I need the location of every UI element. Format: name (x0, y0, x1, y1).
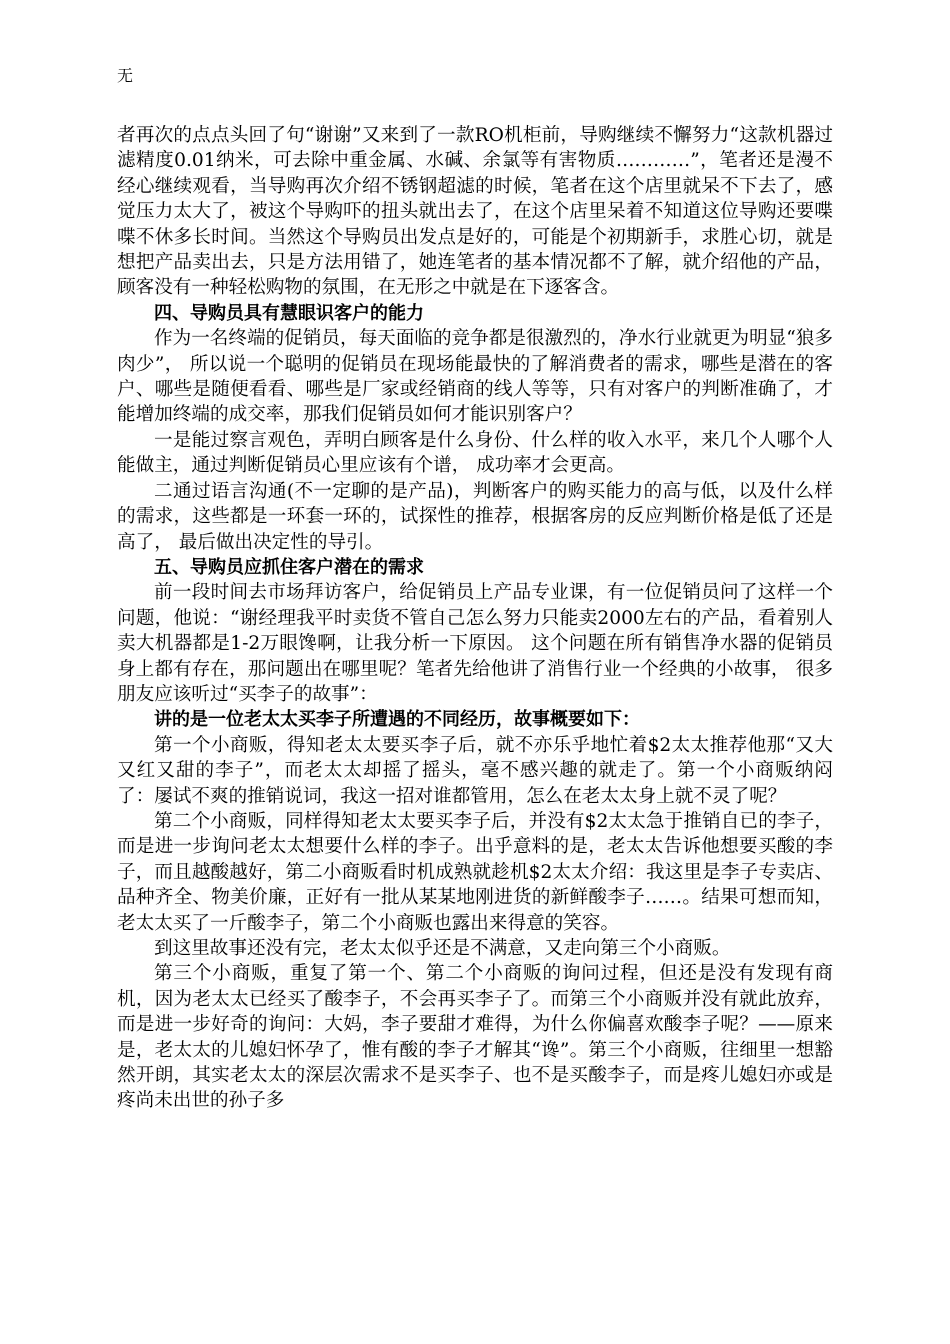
section-heading-5: 五、导购员应抓住客户潜在的需求 (154, 556, 424, 578)
paragraph: 一是能过察言观色，弄明白顾客是什么身份、什么样的收入水平，来几个人哪个人能做主，通过判断促销员心里应该有个谱， 成功率才会更高。 (117, 429, 833, 477)
section-heading-4: 四、导购员具有慧眼识客户的能力 (154, 302, 424, 324)
paragraph: 第一个小商贩，得知老太太要买李子后，就不亦乐乎地忙着$2太太推荐他那“又大又红又甜的李子”，而老太太却摇了摇头，毫不感兴趣的就走了。第一个小商贩纳闷了：屡试不爽的推销说词，我这一招对谁都管用，怎么在老太太身上就不灵了呢？ (117, 734, 833, 807)
paragraph: 到这里故事还没有完，老太太似乎还是不满意，又走向第三个小商贩。 (154, 938, 731, 959)
document-body (117, 123, 833, 1114)
header-mark: 无 (117, 66, 134, 85)
story-heading: 讲的是一位老太太买李子所遭遇的不同经历，故事概要如下： (154, 709, 640, 731)
paragraph-continuation: 者再次的点点头回了句“谢谢”又来到了一款RO机柜前，导购继续不懈努力“这款机器过滤精度0.01纳米，可去除中重金属、水碱、余氯等有害物质…………”，笔者还是漫不经心继续观看，当导购再次介绍不锈钢超滤的时候，笔者在这个店里就呆不下去了，感觉压力太大了，被这个导购吓的扭头就出去了，在这个店里呆着不知道这位导购还要喋喋不休多长时间。当然这个导购员出发点是好的，可能是个初期新手，求胜心切，就是想把产品卖出去，只是方法用错了，她连笔者的基本情况都不了解，就介绍他的产品，顾客没有一种轻松购物的氛围，在无形之中就是在下逐客含。 (117, 125, 833, 299)
paragraph: 前一段时间去市场拜访客户，给促销员上产品专业课，有一位促销员问了这样一个问题，他说：“谢经理我平时卖货不管自己怎么努力只能卖2000左右的产品，看着别人卖大机器都是1-2万眼馋啊，让我分析一下原因。 这个问题在所有销售净水器的促销员身上都有存在，那问题出在哪里呢？笔者先给他讲了消售行业一个经典的小故事， 很多朋友应该听过“买李子的故事”： (117, 582, 833, 705)
paragraph: 作为一名终端的促销员，每天面临的竞争都是很激烈的，净水行业就更为明显“狼多肉少”， 所以说一个聪明的促销员在现场能最快的了解消费者的需求，哪些是潜在的客户、哪些是随便看看、哪些是厂家或经销商的线人等等，只有对客户的判断准确了，才能增加终端的成交率，那我们促销员如何才能识别客户？ (117, 328, 833, 426)
paragraph: 第二个小商贩，同样得知老太太要买李子后，并没有$2太太急于推销自已的李子，而是进一步询问老太太想要什么样的李子。出乎意料的是，老太太告诉他想要买酸的李子，而且越酸越好，第二小商贩看时机成熟就趁机$2太太介绍：我这里是李子专卖店、品种齐全、物美价廉，正好有一批从某某地刚进货的新鲜酸李子……。结果可想而知，老太太买了一斤酸李子，第二个小商贩也露出来得意的笑容。 (117, 810, 833, 934)
paragraph: 二通过语言沟通(不一定聊的是产品)，判断客户的购买能力的高与低，以及什么样的需求，这些都是一环套一环的，试探性的推荐，根据客房的反应判断价格是低了还是高了， 最后做出决定性的导引。 (117, 480, 833, 553)
paragraph: 第三个小商贩，重复了第一个、第二个小商贩的询问过程，但还是没有发现有商机，因为老太太已经买了酸李子，不会再买李子了。而第三个小商贩并没有就此放弃，而是进一步好奇的询问：大妈，李子要甜才难得，为什么你偏喜欢酸李子呢？——原来是，老太太的儿媳妇怀孕了，惟有酸的李子才解其“谗”。第三个小商贩，往细里一想豁然开朗，其实老太太的深层次需求不是买李子、也不是买酸李子，而是疼儿媳妇亦或是疼尚未出世的孙子多 (117, 963, 833, 1112)
